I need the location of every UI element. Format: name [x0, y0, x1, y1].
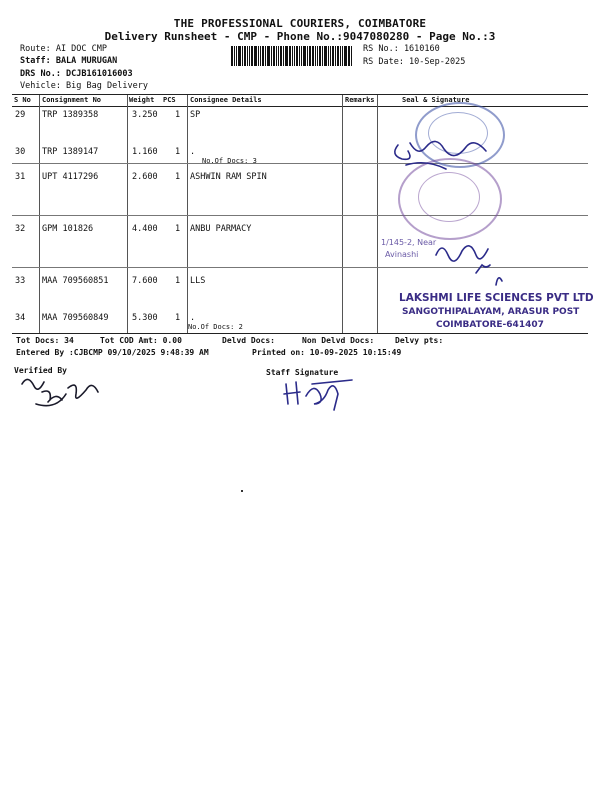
- barcode-bar: [317, 46, 318, 66]
- barcode-bar: [247, 46, 248, 66]
- row-weight: 2.600: [132, 172, 158, 182]
- row-consignee: SP: [190, 110, 201, 120]
- handwritten-signatures: [376, 95, 588, 335]
- total-cod-amount: Tot COD Amt: 0.00: [100, 336, 182, 345]
- barcode-bar: [280, 46, 282, 66]
- row-consignee: ASHWIN RAM SPIN: [190, 172, 267, 182]
- barcode-bar: [234, 46, 235, 66]
- barcode-bar: [319, 46, 321, 66]
- barcode-bar: [271, 46, 272, 66]
- barcode-bar: [301, 46, 302, 66]
- rs-number: RS No.: 1610160: [363, 44, 440, 54]
- row-pcs: 1: [175, 147, 181, 157]
- col-header-sno: S No: [14, 96, 31, 104]
- barcode-bar: [337, 46, 339, 66]
- barcode-bar: [351, 46, 352, 66]
- row-consignment: MAA 709560849: [42, 313, 109, 323]
- address-stamp-line2: Avinashi: [385, 250, 419, 259]
- row-sno: 32: [15, 224, 26, 234]
- total-docs: Tot Docs: 34: [16, 336, 74, 345]
- row-sno: 31: [15, 172, 26, 182]
- row-sno: 33: [15, 276, 26, 286]
- address-stamp-line1: 1/145-2, Near: [381, 238, 437, 247]
- barcode-bar: [307, 46, 308, 66]
- barcode-bar: [267, 46, 270, 66]
- barcode-bar: [342, 46, 343, 66]
- row-consignment: TRP 1389358: [42, 110, 99, 120]
- col-divider: [342, 95, 343, 333]
- row-sno: 30: [15, 147, 26, 157]
- row-pcs: 1: [175, 313, 181, 323]
- col-header-consignee: Consignee Details: [190, 96, 262, 104]
- barcode-bar: [285, 46, 288, 66]
- route-label: Route: AI DOC CMP: [20, 44, 107, 54]
- row-pcs: 1: [175, 172, 181, 182]
- barcode-bar: [294, 46, 295, 66]
- barcode-bar: [265, 46, 266, 66]
- barcode-bar: [330, 46, 331, 66]
- barcode-bar: [283, 46, 284, 66]
- row-docs-count: No.Of Docs: 2: [188, 323, 243, 331]
- row-weight: 7.600: [132, 276, 158, 286]
- row-consignee: .: [190, 147, 196, 157]
- barcode-bar: [328, 46, 329, 66]
- signature-row29: [395, 141, 486, 159]
- col-header-weight: Weight: [129, 96, 155, 104]
- barcode-bar: [296, 46, 298, 66]
- staff-signature-label: Staff Signature: [266, 368, 339, 377]
- staff-label: Staff: BALA MURUGAN: [20, 56, 118, 66]
- drs-number: DRS No.: DCJB161016003: [20, 69, 133, 79]
- col-header-signature: Seal & Signature: [402, 96, 470, 104]
- printed-on: Printed on: 10-09-2025 10:15:49: [252, 348, 402, 357]
- row-consignee: ANBU PARMACY: [190, 224, 252, 234]
- row-weight: 5.300: [132, 313, 158, 323]
- col-divider: [187, 95, 188, 333]
- barcode-bar: [299, 46, 300, 66]
- verified-signature: [12, 362, 122, 412]
- barcode-bar: [244, 46, 246, 66]
- page-speck: [241, 490, 243, 492]
- barcode-bar: [231, 46, 233, 66]
- barcode-bar: [332, 46, 334, 66]
- barcode-bar: [278, 46, 279, 66]
- row-consignment: UPT 4117296: [42, 172, 99, 182]
- row-pcs: 1: [175, 276, 181, 286]
- barcode-bar: [335, 46, 336, 66]
- barcode-bar: [289, 46, 291, 66]
- barcode-bar: [340, 46, 341, 66]
- rs-date: RS Date: 10-Sep-2025: [363, 57, 466, 67]
- row-sno: 29: [15, 110, 26, 120]
- barcode-bar: [315, 46, 316, 66]
- barcode-bar: [312, 46, 314, 66]
- barcode-bar: [262, 46, 264, 66]
- signature-row33: [476, 265, 502, 285]
- row-weight: 3.250: [132, 110, 158, 120]
- barcode-bar: [254, 46, 257, 66]
- col-divider: [39, 95, 40, 333]
- col-divider: [127, 95, 128, 333]
- row-docs-count: No.Of Docs: 3: [202, 157, 257, 165]
- barcode-bar: [273, 46, 275, 66]
- vehicle-label: Vehicle: Big Bag Delivery: [20, 81, 148, 91]
- entered-by: Entered By :CJBCMP 09/10/2025 9:48:39 AM: [16, 348, 209, 357]
- barcode-bar: [276, 46, 277, 66]
- signature-stroke: [406, 163, 446, 169]
- staff-signature: [278, 372, 368, 412]
- barcode-bar: [292, 46, 293, 66]
- barcode-bar: [344, 46, 347, 66]
- barcode-bar: [236, 46, 237, 66]
- row-pcs: 1: [175, 224, 181, 234]
- row-consignment: GPM 101826: [42, 224, 94, 234]
- barcode-bar: [249, 46, 250, 66]
- lakshmi-stamp-line1: LAKSHMI LIFE SCIENCES PVT LTD: [399, 292, 594, 304]
- barcode-bar: [322, 46, 323, 66]
- row-pcs: 1: [175, 110, 181, 120]
- barcode-bar: [258, 46, 259, 66]
- col-header-pcs: PCS: [163, 96, 176, 104]
- row-weight: 1.160: [132, 147, 158, 157]
- non-delivered-docs: Non Delvd Docs:: [302, 336, 375, 345]
- delivered-docs: Delvd Docs:: [222, 336, 275, 345]
- document-title: THE PROFESSIONAL COURIERS, COIMBATORE: [173, 17, 427, 30]
- lakshmi-stamp-line3: COIMBATORE-641407: [436, 320, 544, 330]
- row-weight: 4.400: [132, 224, 158, 234]
- row-sno: 34: [15, 313, 26, 323]
- barcode-bar: [348, 46, 350, 66]
- col-header-consignment: Consignment No: [42, 96, 102, 104]
- barcode-bar: [303, 46, 306, 66]
- row-consignee: LLS: [190, 276, 206, 286]
- barcode-bar: [309, 46, 311, 66]
- barcode: [231, 46, 357, 66]
- barcode-bar: [242, 46, 243, 66]
- verified-by-label: Verified By: [14, 366, 67, 375]
- barcode-bar: [260, 46, 261, 66]
- row-consignee: .: [190, 313, 196, 323]
- delivery-points: Delvy pts:: [395, 336, 444, 345]
- barcode-bar: [238, 46, 241, 66]
- lakshmi-stamp-line2: SANGOTHIPALAYAM, ARASUR POST: [402, 307, 580, 317]
- barcode-bar: [324, 46, 327, 66]
- row-consignment: MAA 709560851: [42, 276, 109, 286]
- barcode-bar: [251, 46, 253, 66]
- document-subtitle: Delivery Runsheet - CMP - Phone No.:9047080280 - Page No.:3: [104, 30, 496, 43]
- col-header-remarks: Remarks: [345, 96, 375, 104]
- row-consignment: TRP 1389147: [42, 147, 99, 157]
- signature-row32: [436, 246, 488, 261]
